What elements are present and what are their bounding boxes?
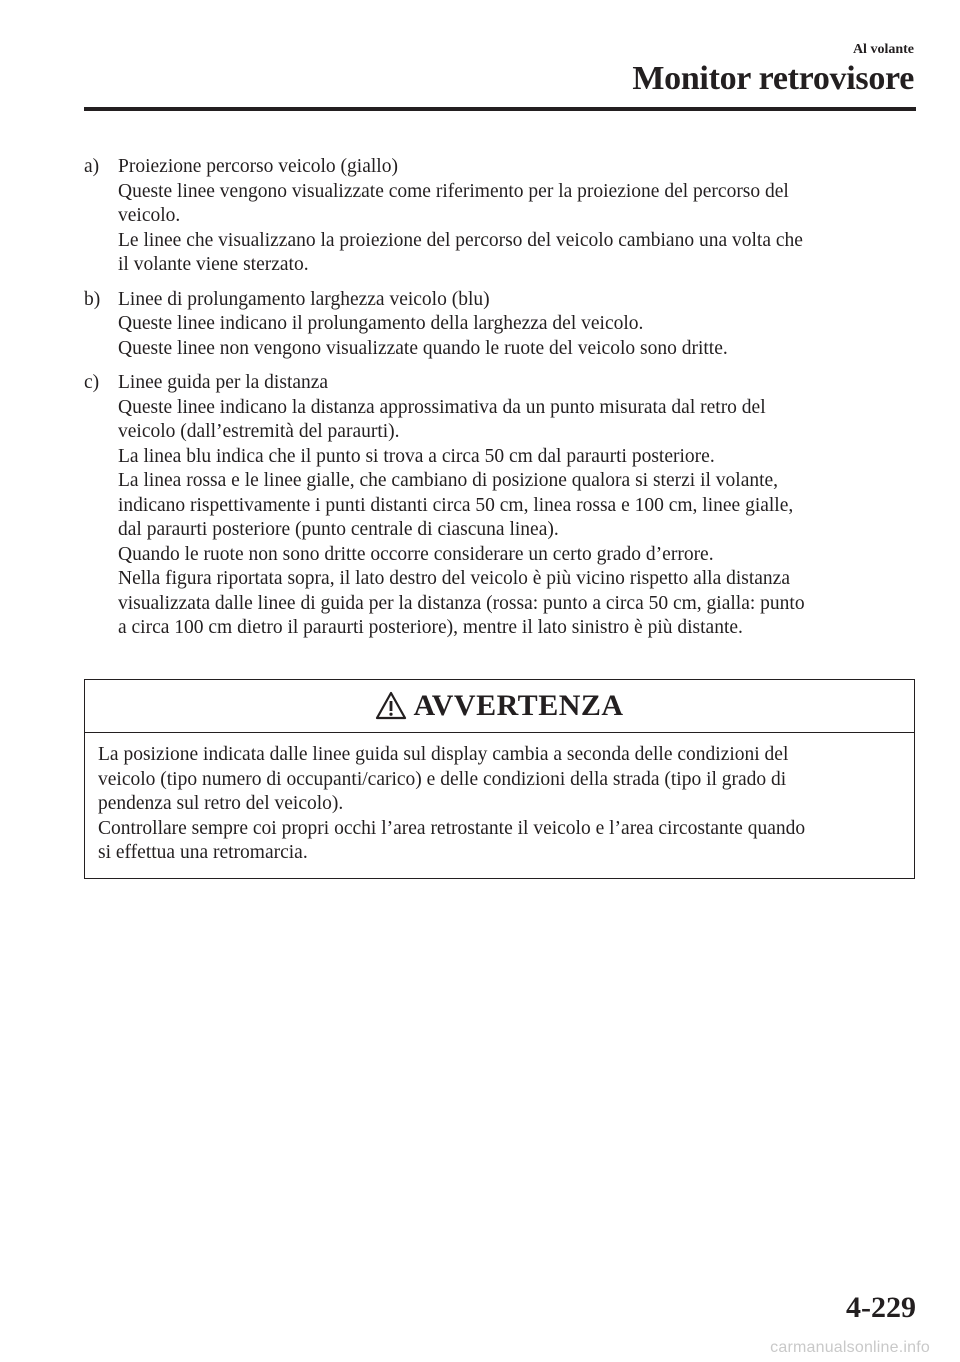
item-text-line: Queste linee indicano il prolungamento della larghezza del veicolo.: [118, 313, 644, 334]
warning-triangle-icon: [375, 691, 407, 721]
item-text-line: Nella figura riportata sopra, il lato destro del veicolo è più vicino rispetto alla distanza: [118, 568, 790, 589]
warning-title: AVVERTENZA: [413, 689, 624, 722]
item-text-line: veicolo (dall’estremità del paraurti).: [118, 421, 400, 442]
item-text-line: visualizzata dalle linee di guida per la distanza (rossa: punto a circa 50 cm, gialla: punto: [118, 592, 805, 614]
item-text-line: La linea blu indica che il punto si trova a circa 50 cm dal paraurti posteriore.: [118, 445, 715, 467]
item-text-line: Quando le ruote non sono dritte occorre considerare un certo grado d’errore.: [118, 543, 714, 565]
item-marker: a): [84, 156, 100, 177]
item-text-line: a circa 100 cm dietro il paraurti posteriore), mentre il lato sinistro è più distante.: [118, 617, 743, 638]
warning-text-line: pendenza sul retro del veicolo).: [98, 793, 344, 814]
warning-box: [84, 679, 915, 879]
header-rule: [84, 107, 916, 111]
item-marker: b): [84, 288, 101, 310]
warning-text-line: Controllare sempre coi propri occhi l’area retrostante il veicolo e l’area circostante quando: [98, 817, 806, 839]
warning-text-line: La posizione indicata dalle linee guida sul display cambia a seconda delle condizioni del: [98, 744, 789, 765]
item-text-line: Queste linee non vengono visualizzate quando le ruote del veicolo sono dritte.: [118, 337, 728, 359]
item-marker: c): [84, 372, 100, 393]
item-text-line: Le linee che visualizzano la proiezione del percorso del veicolo cambiano una volta che: [118, 229, 803, 251]
item-text-line: La linea rossa e le linee gialle, che cambiano di posizione qualora si sterzi il volante,: [118, 470, 779, 491]
page-number: 4-229: [846, 1291, 916, 1324]
list-item-b: [84, 288, 916, 362]
item-text-line: dal paraurti posteriore (punto centrale di ciascuna linea).: [118, 519, 559, 540]
warning-text-line: veicolo (tipo numero di occupanti/carico) e delle condizioni della strada (tipo il grado di: [98, 768, 787, 790]
page-title: Monitor retrovisore: [632, 60, 914, 97]
item-heading: Linee guida per la distanza: [118, 372, 329, 393]
item-text-line: veicolo.: [118, 205, 181, 226]
item-heading: Proiezione percorso veicolo (giallo): [118, 156, 398, 177]
warning-text-line: si effettua una retromarcia.: [98, 842, 308, 863]
item-text-line: Queste linee vengono visualizzate come riferimento per la proiezione del percorso del: [118, 180, 789, 202]
item-text-line: il volante viene sterzato.: [118, 254, 309, 275]
watermark: carmanualsonline.info: [770, 1339, 930, 1356]
list-item-a: [84, 155, 916, 278]
item-heading: Linee di prolungamento larghezza veicolo (blu): [118, 288, 490, 310]
main-content: [84, 155, 916, 651]
warning-body: [85, 733, 914, 866]
warning-header: [85, 680, 914, 733]
item-text-line: Queste linee indicano la distanza approssimativa da un punto misurata dal retro del: [118, 396, 766, 418]
item-text-line: indicano rispettivamente i punti distanti circa 50 cm, linea rossa e 100 cm, linee gialle,: [118, 494, 794, 516]
list-item-c: [84, 371, 916, 641]
section-label: Al volante: [852, 42, 914, 57]
